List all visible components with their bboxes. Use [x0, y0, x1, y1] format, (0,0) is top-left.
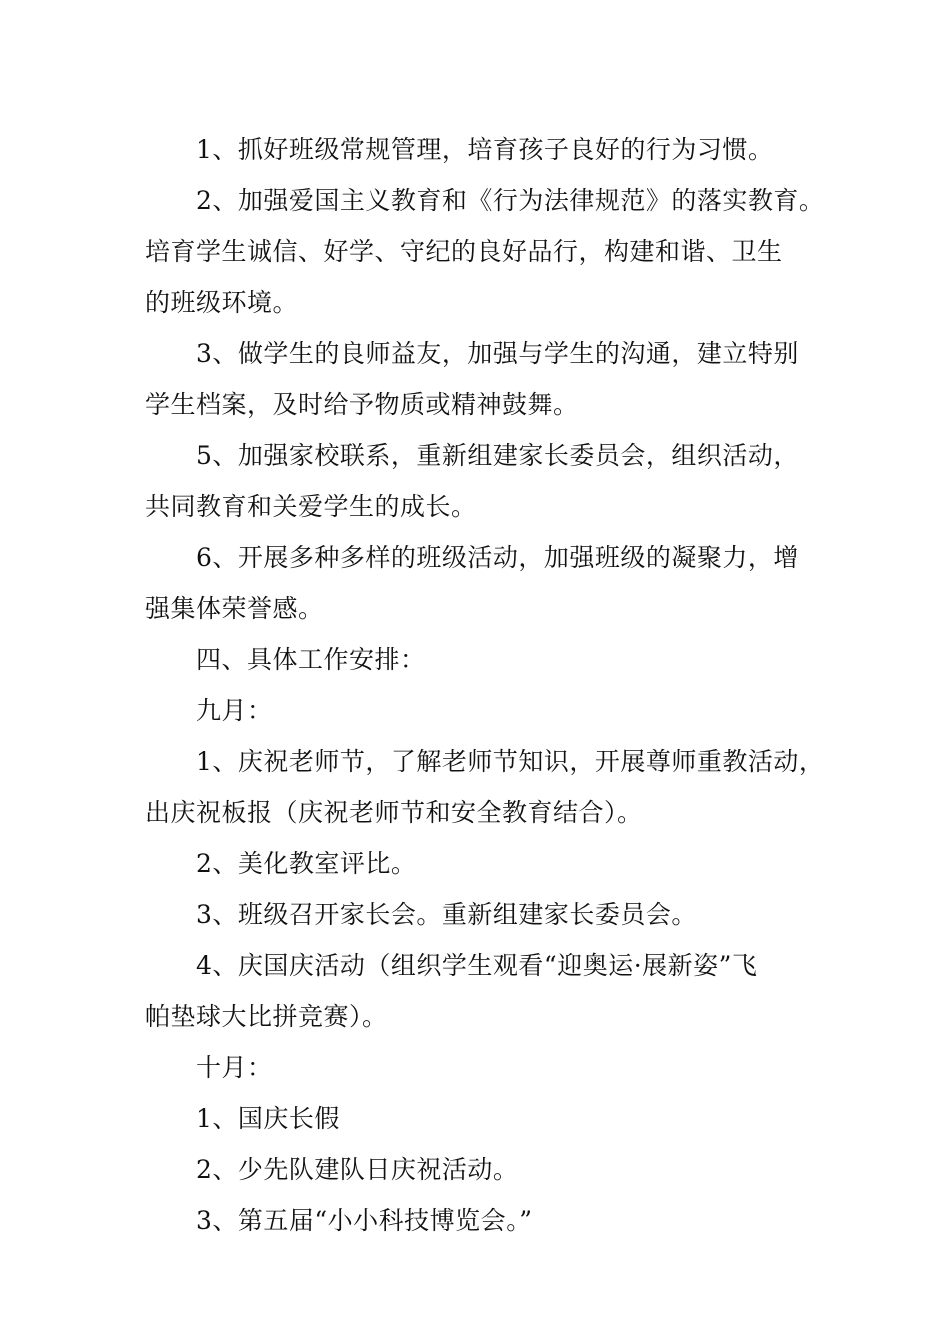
text-line: 1、抓好班级常规管理，培育孩子良好的行为习惯。	[196, 135, 774, 164]
month-heading: 十月：	[196, 1053, 273, 1082]
month-heading: 九月：	[196, 696, 273, 725]
text-line: 2、少先队建队日庆祝活动。	[196, 1155, 519, 1184]
text-line: 培育学生诚信、好学、守纪的良好品行，构建和谐、卫生	[145, 237, 783, 266]
text-line: 2、加强爱国主义教育和《行为法律规范》的落实教育。	[196, 186, 825, 215]
text-line: 的班级环境。	[145, 288, 299, 317]
text-line: 1、庆祝老师节，了解老师节知识，开展尊师重教活动，	[196, 747, 825, 776]
text-line: 出庆祝板报（庆祝老师节和安全教育结合）。	[145, 798, 643, 827]
document-body	[145, 124, 825, 1246]
text-line: 5、加强家校联系，重新组建家长委员会，组织活动，	[196, 441, 799, 470]
text-line: 4、庆国庆活动（组织学生观看“迎奥运·展新姿”飞	[196, 951, 758, 980]
text-line: 共同教育和关爱学生的成长。	[145, 492, 477, 521]
text-line: 帕垫球大比拼竞赛）。	[145, 1002, 388, 1031]
text-line: 强集体荣誉感。	[145, 594, 324, 623]
text-line: 学生档案，及时给予物质或精神鼓舞。	[145, 390, 579, 419]
text-line: 3、班级召开家长会。重新组建家长委员会。	[196, 900, 697, 929]
section-heading: 四、具体工作安排：	[196, 645, 426, 674]
text-line: 6、开展多种多样的班级活动，加强班级的凝聚力，增	[196, 543, 799, 572]
text-line: 2、美化教室评比。	[196, 849, 417, 878]
text-line: 1、国庆长假	[196, 1104, 340, 1133]
text-line: 3、第五届“小小科技博览会。”	[196, 1206, 533, 1235]
text-line: 3、做学生的良师益友，加强与学生的沟通，建立特别	[196, 339, 799, 368]
